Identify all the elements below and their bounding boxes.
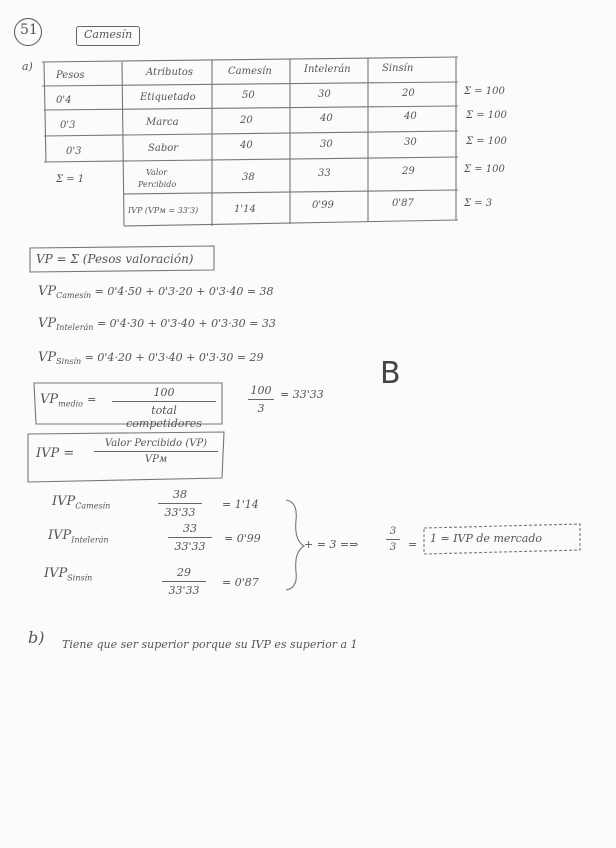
ivp-mercado-boxed: 1 = IVP de mercado — [430, 532, 543, 545]
ivp-inteleran-den: 33'33 — [174, 540, 206, 553]
vp-camesin-rhs: = 0'4·50 + 0'3·20 + 0'3·40 = 38 — [94, 285, 274, 298]
valor-inteleran: 33 — [318, 168, 331, 179]
vp-medio-num2: 100 — [250, 384, 272, 397]
ivp-sinsin-fraction — [162, 566, 206, 597]
vp-sinsin-sub: Sinsín — [56, 357, 82, 367]
row2-camesin: 20 — [240, 115, 253, 126]
ivp-inteleran-sub: Intelerán — [71, 535, 109, 545]
sum-conclusion-num: 3 — [389, 526, 397, 537]
header-camesin: Camesín — [228, 66, 272, 77]
ivp-sinsin-num: 29 — [177, 566, 191, 579]
ivp-camesin-num: 38 — [173, 488, 187, 501]
sum-conclusion-text: + = 3 =⇒ — [304, 538, 359, 551]
valor-sinsin: 29 — [402, 166, 415, 177]
row3-camesin: 40 — [240, 140, 253, 151]
formula-ivp-lhs: IVP = — [36, 446, 75, 461]
row2-sinsin: 40 — [404, 111, 417, 122]
fraction-bar — [162, 581, 206, 582]
ivp-sinsin-sub: Sinsín — [67, 573, 93, 583]
ivp-inteleran-lhs-wrap — [48, 528, 109, 545]
fraction-bar — [248, 399, 274, 400]
peso-sum: Σ = 1 — [56, 174, 85, 185]
page-title: Camesín — [84, 28, 133, 41]
formula-ivp-den: VPм — [144, 454, 168, 465]
valor-camesin: 38 — [242, 172, 255, 183]
ivp-sinsin: 0'87 — [392, 198, 414, 209]
vp-inteleran-line — [38, 316, 276, 332]
vp-sinsin-lhs: VP — [38, 350, 57, 365]
vp-medio-eq: = — [87, 393, 97, 406]
ivp-sum: Σ = 3 — [464, 198, 493, 209]
ivp-sinsin-lhs-wrap — [44, 566, 92, 583]
vp-medio-result: = 33'33 — [280, 388, 324, 401]
vp-medio-num: 100 — [153, 386, 175, 399]
row2-atributo: Marca — [146, 117, 179, 128]
row1-peso: 0'4 — [56, 95, 72, 106]
exercise-number: 51 — [20, 22, 38, 38]
valor-label-2: Percibido — [138, 180, 177, 189]
vp-camesin-line — [38, 284, 274, 300]
ivp-camesin: 1'14 — [234, 204, 256, 215]
row1-atributo: Etiquetado — [140, 92, 196, 103]
ivp-row-label: IVP (VPм = 33'3) — [128, 206, 199, 215]
sum-conclusion-eq: = — [408, 538, 418, 551]
ivp-inteleran: 0'99 — [312, 200, 334, 211]
vp-camesin-sub: Camesín — [56, 291, 92, 301]
fraction-bar — [94, 451, 218, 452]
vp-inteleran-lhs: VP — [38, 316, 57, 331]
row1-sinsin: 20 — [402, 88, 415, 99]
formula-vp: VP = Σ (Pesos valoración) — [36, 252, 194, 266]
row3-sum: Σ = 100 — [466, 136, 507, 147]
formula-ivp-fraction — [94, 438, 218, 465]
part-a-label: a) — [22, 60, 33, 73]
ivp-inteleran-num: 33 — [183, 522, 197, 535]
sum-conclusion-fraction — [386, 526, 400, 553]
fraction-bar — [386, 539, 400, 540]
row1-sum: Σ = 100 — [464, 86, 505, 97]
grade-mark: B — [380, 356, 401, 391]
ivp-camesin-den: 33'33 — [164, 506, 196, 519]
row1-inteleran: 30 — [318, 89, 331, 100]
row2-sum: Σ = 100 — [466, 110, 507, 121]
ivp-camesin-lhs-wrap — [52, 494, 110, 511]
row2-peso: 0'3 — [60, 120, 76, 131]
fraction-bar — [112, 401, 216, 402]
header-pesos: Pesos — [56, 70, 85, 81]
vp-sinsin-rhs: = 0'4·20 + 0'3·40 + 0'3·30 = 29 — [84, 351, 264, 364]
vp-camesin-lhs: VP — [38, 284, 57, 299]
vp-inteleran-sub: Intelerán — [56, 323, 94, 333]
ivp-camesin-result: = 1'14 — [222, 498, 259, 511]
part-b-text: Tiene que ser superior porque su IVP es superior a 1 — [62, 638, 358, 651]
header-atributos: Atributos — [146, 67, 194, 78]
vp-medio-sub: medio — [58, 399, 83, 409]
vp-medio-den2: 3 — [257, 402, 265, 415]
formula-ivp-num: Valor Percibido (VP) — [104, 438, 208, 449]
row1-camesin: 50 — [242, 90, 255, 101]
vp-inteleran-rhs: = 0'4·30 + 0'3·40 + 0'3·30 = 33 — [96, 317, 276, 330]
row3-inteleran: 30 — [320, 139, 333, 150]
row3-atributo: Sabor — [148, 143, 179, 154]
row3-peso: 0'3 — [66, 146, 82, 157]
ivp-sinsin-result: = 0'87 — [222, 576, 259, 589]
valor-sum: Σ = 100 — [464, 164, 505, 175]
vp-medio-den: total competidores — [126, 404, 202, 430]
valor-label-1: Valor — [146, 168, 168, 177]
row2-inteleran: 40 — [320, 113, 333, 124]
fraction-bar — [168, 537, 212, 538]
vp-medio-lhs-wrap — [40, 392, 96, 409]
header-inteleran: Intelerán — [304, 64, 351, 75]
sum-conclusion-den: 3 — [389, 542, 397, 553]
ivp-inteleran-lhs: IVP — [48, 528, 72, 543]
ivp-camesin-lhs: IVP — [52, 494, 76, 509]
ivp-inteleran-result: = 0'99 — [224, 532, 261, 545]
fraction-bar — [158, 503, 202, 504]
part-b-label: b) — [28, 628, 45, 647]
ivp-sinsin-lhs: IVP — [44, 566, 68, 581]
vp-medio-fraction-2 — [248, 384, 274, 415]
vp-sinsin-line — [38, 350, 264, 366]
ivp-inteleran-fraction — [168, 522, 212, 553]
header-sinsin: Sinsín — [382, 63, 414, 74]
ivp-camesin-fraction — [158, 488, 202, 519]
row3-sinsin: 30 — [404, 137, 417, 148]
vp-medio-fraction — [112, 386, 216, 430]
ivp-camesin-sub: Camesín — [75, 501, 111, 511]
ivp-sinsin-den: 33'33 — [168, 584, 200, 597]
vp-medio-lhs: VP — [40, 392, 59, 407]
